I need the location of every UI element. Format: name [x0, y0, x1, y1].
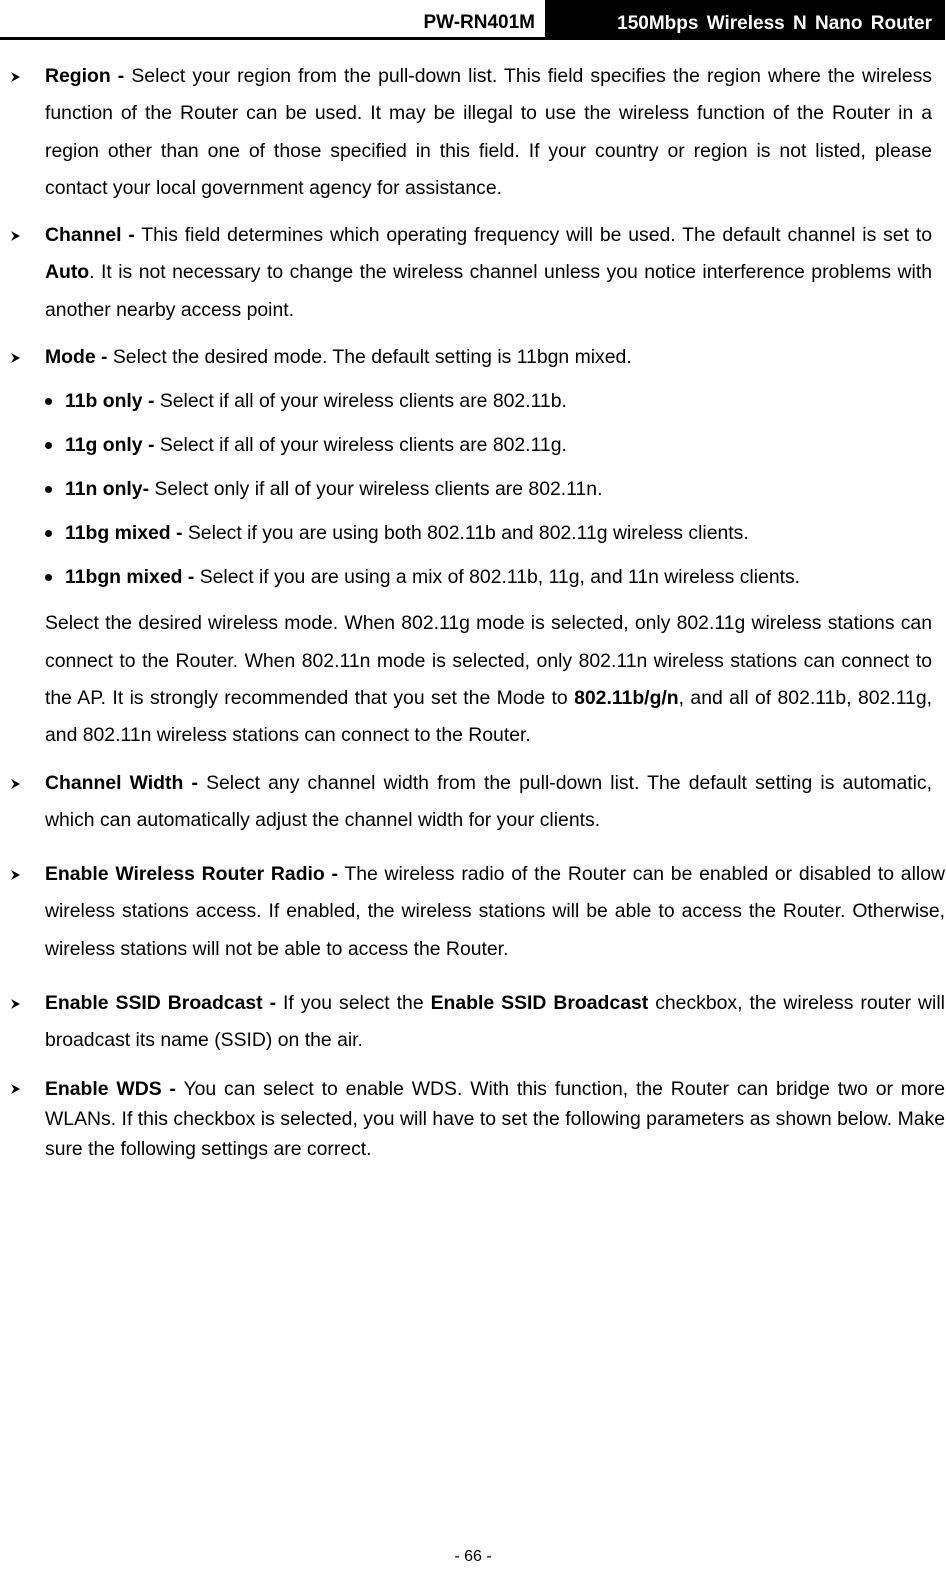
list-item [0, 379, 932, 423]
round-bullet-icon [45, 530, 52, 537]
mode-option-text: Select if all of your wireless clients are 802.11g. [154, 434, 567, 457]
arrowhead-bullet-icon [11, 1074, 25, 1094]
list-item [0, 467, 932, 511]
round-bullet-icon [45, 442, 52, 449]
region-item [0, 58, 932, 207]
header-product-title: 150Mbps Wireless N Nano Router [545, 0, 945, 40]
arrowhead-bullet-icon [11, 985, 25, 1009]
mode-options-list [0, 379, 946, 599]
mode-option-label: 11n only- [65, 478, 150, 501]
channel-width-label: Channel Width - [45, 771, 198, 794]
wds-label: Enable WDS - [45, 1077, 176, 1100]
mode-option-text: Select if you are using a mix of 802.11b, 11g, and 11n wireless clients. [194, 566, 801, 589]
arrowhead-bullet-icon [11, 217, 25, 241]
radio-text: The wireless radio of the Router can be enabled or disabled to allow wireless stations access. If enabled, the wireless stations will be able to access the Router. Otherwise, wireless stations will not be able to access the Router. [45, 863, 945, 960]
mode-option-label: 11b only - [65, 390, 155, 413]
region-label: Region - [45, 65, 125, 87]
mode-option-label: 11bgn mixed - [65, 566, 195, 589]
mode-item [0, 339, 932, 376]
mode-option-label: 11g only - [65, 434, 155, 457]
mode-option-label: 11bg mixed - [65, 522, 183, 545]
arrowhead-bullet-icon [11, 856, 25, 880]
page-number: - 66 - [454, 1548, 492, 1565]
list-item [0, 555, 932, 599]
radio-item [0, 856, 945, 968]
mode-note-text-b: , and all of 802.11b, 802.11g, and 802.11n wireless stations can connect to the Router. [45, 686, 933, 747]
page-header [0, 0, 946, 40]
round-bullet-icon [45, 398, 52, 405]
ssid-label: Enable SSID Broadcast - [45, 992, 277, 1015]
channel-default-value: Auto [45, 261, 90, 284]
mode-text: Select the desired mode. The default setting is 11bgn mixed. [107, 346, 632, 369]
arrowhead-bullet-icon [11, 765, 25, 789]
channel-label: Channel - [45, 224, 135, 247]
radio-label: Enable Wireless Router Radio - [45, 863, 338, 886]
channel-item [0, 217, 932, 329]
channel-text-a: This field determines which operating frequency will be used. The default channel is set to [134, 224, 932, 247]
list-item [0, 423, 932, 467]
ssid-text-a: If you select the [276, 992, 431, 1015]
arrowhead-bullet-icon [11, 339, 25, 363]
ssid-item [0, 985, 945, 1060]
mode-note [0, 605, 932, 754]
document-body [0, 58, 946, 1164]
ssid-checkbox-name: Enable SSID Broadcast [430, 992, 649, 1015]
channel-text-b: . It is not necessary to change the wireless channel unless you notice interference problems with another nearby access point. [45, 261, 932, 321]
round-bullet-icon [45, 574, 52, 581]
channel-width-item [0, 765, 932, 840]
mode-option-text: Select only if all of your wireless clients are 802.11n. [149, 478, 603, 501]
list-item [0, 511, 932, 555]
arrowhead-bullet-icon [11, 58, 25, 82]
mode-recommended-value: 802.11b/g/n [574, 686, 679, 709]
region-text: Select your region from the pull-down list. This field specifies the region where the wireless function of the Router can be used. It may be illegal to use the wireless function of the Router in a region other than one of those specified in this field. If your country or region is not listed, please contact your local government agency for assistance. [45, 65, 932, 199]
mode-label: Mode - [45, 346, 108, 369]
mode-note-text-a: Select the desired wireless mode. When 802.11g mode is selected, only 802.11g wireless stations can connect to the Router. When 802.11n mode is selected, only 802.11n wireless stations can connect to the AP. It is strongly recommended that you set the Mode to [45, 612, 932, 709]
wds-item [0, 1074, 945, 1164]
mode-option-text: Select if you are using both 802.11b and 802.11g wireless clients. [182, 522, 749, 545]
header-model: PW-RN401M [423, 12, 535, 33]
wds-text: You can select to enable WDS. With this function, the Router can bridge two or more WLANs. If this checkbox is selected, you will have to set the following parameters as shown below. Make sure the following settings are correct. [45, 1077, 945, 1160]
round-bullet-icon [45, 486, 52, 493]
channel-width-text: Select any channel width from the pull-down list. The default setting is automatic, which can automatically adjust the channel width for your clients. [45, 771, 933, 831]
header-rule [0, 37, 545, 40]
ssid-text-b: checkbox, the wireless router will broadcast its name (SSID) on the air. [45, 992, 945, 1052]
mode-option-text: Select if all of your wireless clients are 802.11b. [154, 390, 567, 413]
